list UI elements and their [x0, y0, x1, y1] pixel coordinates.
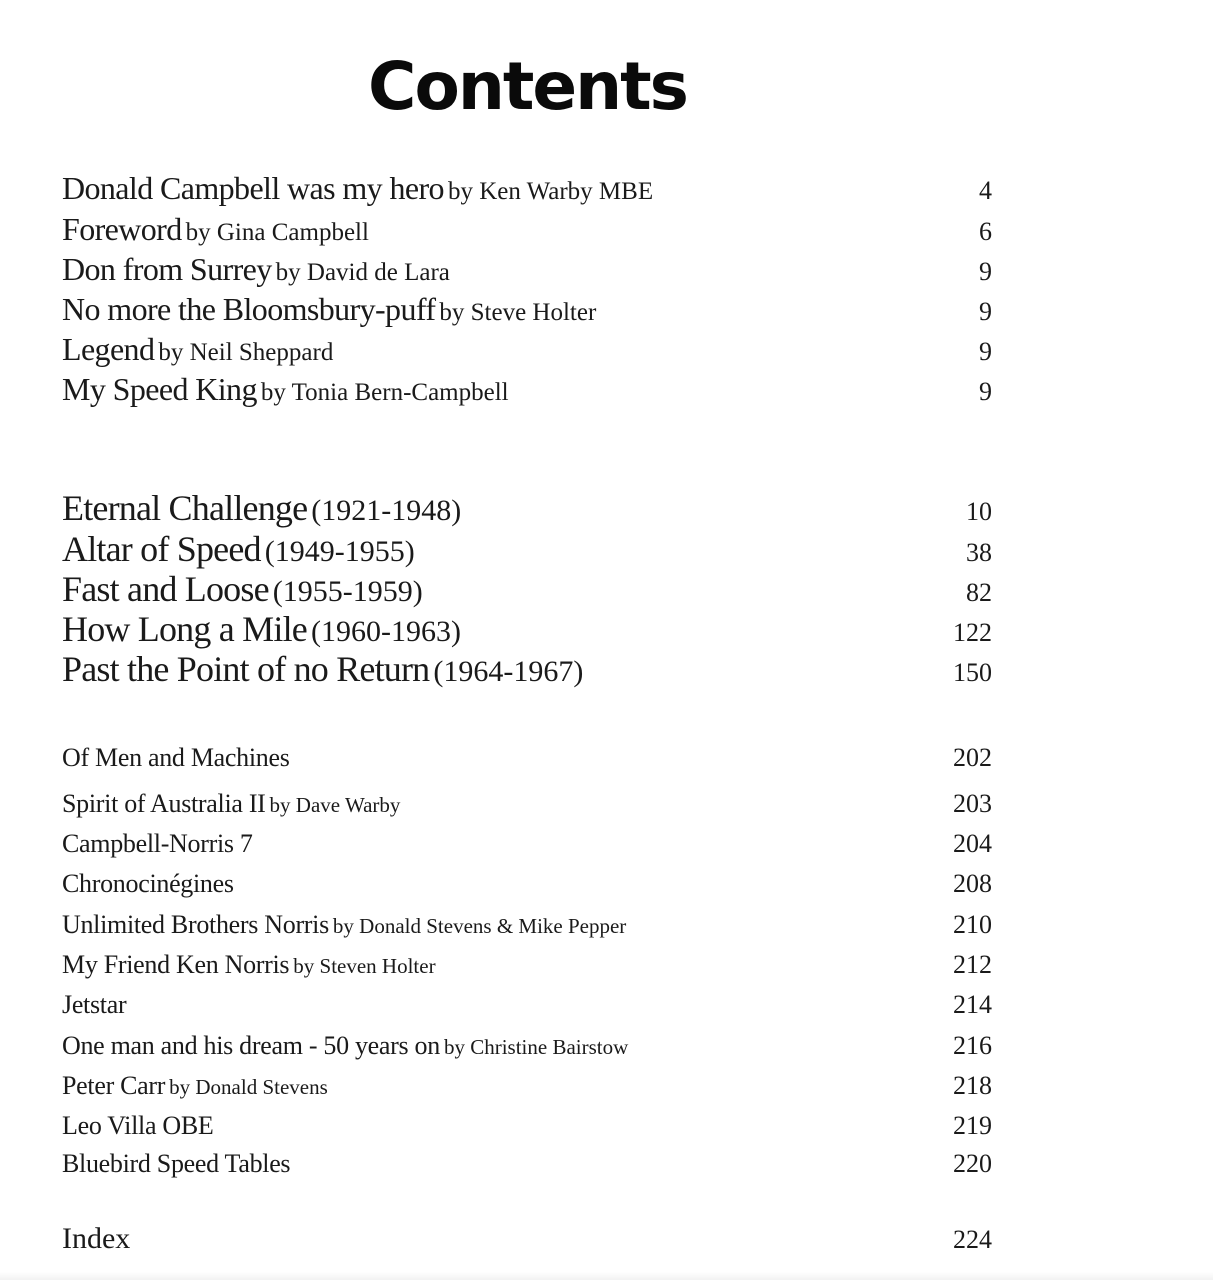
- entry-page-number: 216: [953, 1031, 992, 1060]
- entry-page-number: 122: [953, 618, 992, 647]
- chapter-title: Past the Point of no Return: [62, 649, 430, 689]
- entry-page-number: 38: [966, 538, 992, 567]
- toc-entry-chapter-2[interactable]: [62, 528, 992, 570]
- entry-title: Bluebird Speed Tables: [62, 1149, 291, 1178]
- entry-page-number: 4: [979, 176, 992, 205]
- toc-entry-appendix-9[interactable]: [62, 1111, 992, 1141]
- entry-page-number: 203: [953, 789, 992, 818]
- entry-page-number: 212: [953, 950, 992, 979]
- entry-title: Campbell-Norris 7: [62, 829, 253, 858]
- entry-author: by David de Lara: [275, 259, 450, 286]
- entry-page-number: 9: [979, 377, 992, 406]
- toc-entry-appendix-heading[interactable]: [62, 743, 992, 773]
- toc-entry-appendix-5[interactable]: [62, 950, 992, 980]
- toc-entry-front-2[interactable]: [62, 211, 992, 248]
- entry-page-number: 6: [979, 217, 992, 246]
- entry-title: Unlimited Brothers Norris: [62, 910, 329, 939]
- entry-page-number: 150: [953, 658, 992, 687]
- entry-author: by Tonia Bern-Campbell: [260, 379, 509, 406]
- entry-page-number: 204: [953, 829, 992, 858]
- toc-entry-appendix-7[interactable]: [62, 1031, 992, 1061]
- entry-title: Don from Surrey: [62, 251, 272, 287]
- toc-entry-chapter-4[interactable]: [62, 608, 992, 650]
- toc-entry-chapter-5[interactable]: [62, 648, 992, 690]
- toc-entry-appendix-2[interactable]: [62, 829, 992, 859]
- toc-entry-appendix-3[interactable]: [62, 869, 992, 899]
- entry-title: Foreword: [62, 211, 182, 247]
- chapter-years: (1964-1967): [433, 655, 584, 688]
- index-title: Index: [62, 1222, 131, 1255]
- toc-entry-front-6[interactable]: [62, 371, 992, 408]
- entry-title: Donald Campbell was my hero: [62, 170, 444, 206]
- entry-author: by Steve Holter: [439, 299, 597, 326]
- toc-entry-appendix-1[interactable]: [62, 789, 992, 819]
- entry-author: by Donald Stevens & Mike Pepper: [332, 914, 627, 938]
- chapter-title: Fast and Loose: [62, 569, 269, 609]
- entry-page-number: 82: [966, 578, 992, 607]
- entry-title: Leo Villa OBE: [62, 1111, 214, 1140]
- page-title: Contents: [368, 48, 687, 125]
- chapter-title: How Long a Mile: [62, 609, 307, 649]
- entry-page-number: 10: [966, 497, 992, 526]
- chapter-years: (1921-1948): [311, 494, 462, 527]
- entry-title: My Speed King: [62, 371, 257, 407]
- entry-author: by Ken Warby MBE: [447, 178, 654, 205]
- toc-entry-chapter-1[interactable]: [62, 487, 992, 529]
- toc-entry-front-4[interactable]: [62, 291, 992, 328]
- toc-entry-appendix-4[interactable]: [62, 910, 992, 940]
- entry-title: No more the Bloomsbury-puff: [62, 291, 436, 327]
- entry-author: by Dave Warby: [269, 793, 401, 817]
- chapter-title: Eternal Challenge: [62, 488, 308, 528]
- entry-page-number: 214: [953, 990, 992, 1019]
- entry-title: Chronocinégines: [62, 869, 234, 898]
- entry-page-number: 218: [953, 1071, 992, 1100]
- entry-page-number: 9: [979, 257, 992, 286]
- entry-title: One man and his dream - 50 years on: [62, 1031, 440, 1060]
- entry-title: Jetstar: [62, 990, 127, 1019]
- section-title: Of Men and Machines: [62, 743, 290, 772]
- toc-entry-chapter-3[interactable]: [62, 568, 992, 610]
- toc-entry-front-5[interactable]: [62, 331, 992, 368]
- toc-entry-front-3[interactable]: [62, 251, 992, 288]
- toc-entry-appendix-10[interactable]: [62, 1149, 992, 1179]
- chapter-years: (1955-1959): [272, 575, 423, 608]
- entry-page-number: 202: [953, 743, 992, 772]
- entry-title: Spirit of Australia II: [62, 789, 266, 818]
- entry-author: by Donald Stevens: [169, 1075, 328, 1099]
- entry-page-number: 220: [953, 1149, 992, 1178]
- entry-page-number: 210: [953, 910, 992, 939]
- entry-author: by Gina Campbell: [185, 219, 369, 246]
- chapter-years: (1960-1963): [310, 615, 461, 648]
- entry-author: by Steven Holter: [293, 954, 436, 978]
- entry-author: by Christine Bairstow: [443, 1035, 629, 1059]
- entry-page-number: 224: [953, 1225, 992, 1254]
- toc-entry-front-1[interactable]: [62, 170, 992, 207]
- entry-author: by Neil Sheppard: [158, 339, 334, 366]
- toc-entry-index[interactable]: [62, 1222, 992, 1256]
- entry-page-number: 208: [953, 869, 992, 898]
- entry-title: My Friend Ken Norris: [62, 950, 290, 979]
- entry-title: Legend: [62, 331, 155, 367]
- toc-entry-appendix-6[interactable]: [62, 990, 992, 1020]
- chapter-years: (1949-1955): [264, 535, 415, 568]
- page-edge: [0, 1272, 1213, 1280]
- entry-title: Peter Carr: [62, 1071, 166, 1100]
- entry-page-number: 9: [979, 337, 992, 366]
- entry-page-number: 219: [953, 1111, 992, 1140]
- entry-page-number: 9: [979, 297, 992, 326]
- toc-entry-appendix-8[interactable]: [62, 1071, 992, 1101]
- chapter-title: Altar of Speed: [62, 529, 261, 569]
